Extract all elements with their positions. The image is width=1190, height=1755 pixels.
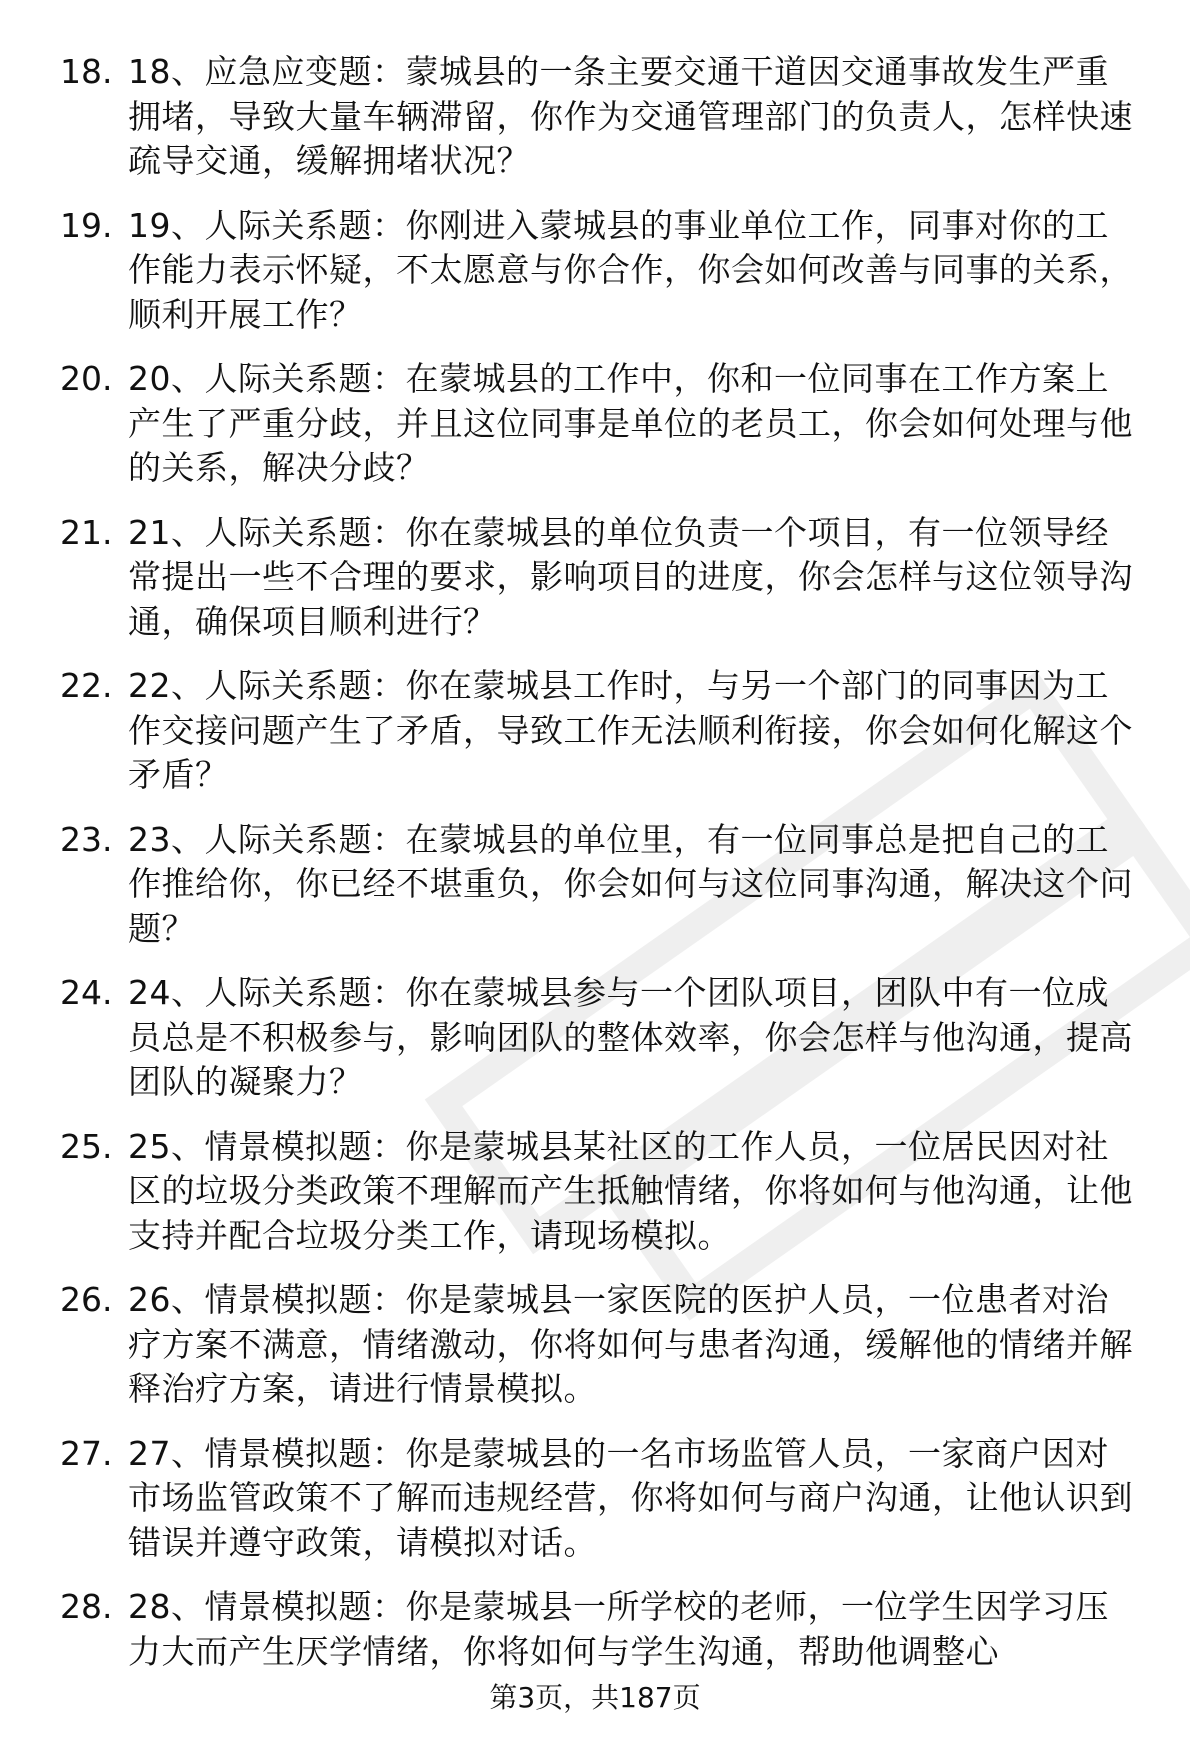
question-number: 21. — [60, 512, 113, 552]
list-item — [60, 511, 1160, 645]
question-text: 19、人际关系题：你刚进入蒙城县的事业单位工作，同事对你的工作能力表示怀疑，不太愿意与你合作，你会如何改善与同事的关系，顺利开展工作？ — [128, 205, 1133, 334]
question-number: 26. — [60, 1280, 113, 1319]
list-item — [60, 1278, 1160, 1412]
question-text: 26、情景模拟题：你是蒙城县一家医院的医护人员，一位患者对治疗方案不满意，情绪激动，你将如何与患者沟通，缓解他的情绪并解释治疗方案，请进行情景模拟。 — [128, 1280, 1133, 1408]
list-item — [60, 1432, 1160, 1566]
question-list — [60, 50, 1160, 1694]
page-number: 第3页，共187页 — [489, 1681, 701, 1714]
question-number: 28. — [60, 1587, 113, 1626]
list-item — [60, 818, 1160, 952]
question-text: 27、情景模拟题：你是蒙城县的一名市场监管人员，一家商户因对市场监管政策不了解而违规经营，你将如何与商户沟通，让他认识到错误并遵守政策，请模拟对话。 — [128, 1433, 1133, 1562]
question-number: 23. — [60, 819, 113, 859]
question-number: 18. — [60, 52, 113, 91]
list-item — [60, 664, 1160, 798]
question-number: 24. — [60, 973, 113, 1012]
question-text: 18、应急应变题：蒙城县的一条主要交通干道因交通事故发生严重拥堵，导致大量车辆滞留，你作为交通管理部门的负责人，怎样快速疏导交通，缓解拥堵状况？ — [128, 52, 1133, 180]
list-item — [60, 1585, 1160, 1674]
question-number: 20. — [60, 359, 113, 398]
question-text: 24、人际关系题：你在蒙城县参与一个团队项目，团队中有一位成员总是不积极参与，影响团队的整体效率，你会怎样与他沟通，提高团队的凝聚力？ — [128, 973, 1133, 1101]
question-number: 27. — [60, 1433, 113, 1473]
list-item — [60, 971, 1160, 1105]
question-number: 25. — [60, 1126, 113, 1166]
question-number: 22. — [60, 666, 113, 705]
list-item — [60, 357, 1160, 491]
list-item — [60, 1125, 1160, 1259]
question-text: 25、情景模拟题：你是蒙城县某社区的工作人员，一位居民因对社区的垃圾分类政策不理解而产生抵触情绪，你将如何与他沟通，让他支持并配合垃圾分类工作，请现场模拟。 — [128, 1126, 1133, 1255]
question-number: 19. — [60, 205, 113, 245]
question-text: 20、人际关系题：在蒙城县的工作中，你和一位同事在工作方案上产生了严重分歧，并且这位同事是单位的老员工，你会如何处理与他的关系，解决分歧？ — [128, 359, 1133, 487]
question-text: 23、人际关系题：在蒙城县的单位里，有一位同事总是把自己的工作推给你，你已经不堪重负，你会如何与这位同事沟通，解决这个问题？ — [128, 819, 1133, 948]
list-item — [60, 204, 1160, 338]
question-text: 22、人际关系题：你在蒙城县工作时，与另一个部门的同事因为工作交接问题产生了矛盾，导致工作无法顺利衔接，你会如何化解这个矛盾？ — [128, 666, 1133, 794]
list-item — [60, 50, 1160, 184]
question-text: 28、情景模拟题：你是蒙城县一所学校的老师，一位学生因学习压力大而产生厌学情绪，你将如何与学生沟通，帮助他调整心 — [128, 1587, 1109, 1671]
question-text: 21、人际关系题：你在蒙城县的单位负责一个项目，有一位领导经常提出一些不合理的要求，影响项目的进度，你会怎样与这位领导沟通，确保项目顺利进行？ — [128, 512, 1133, 641]
